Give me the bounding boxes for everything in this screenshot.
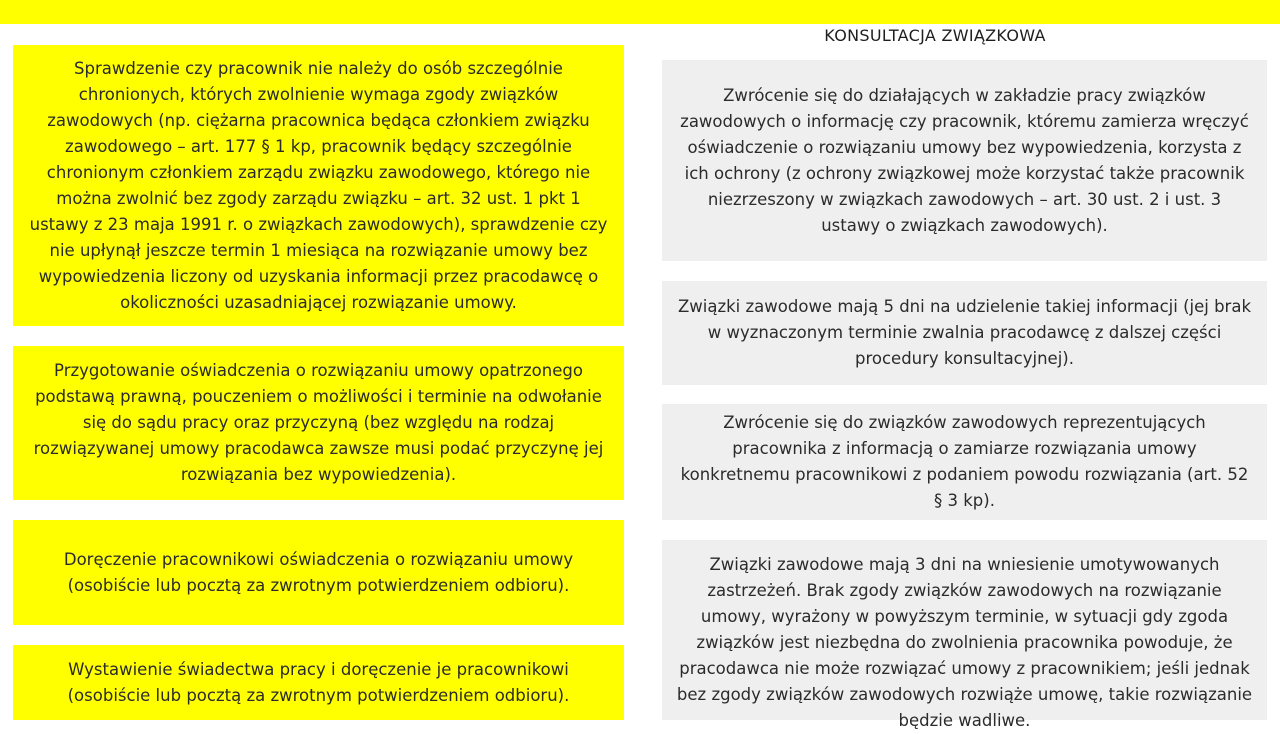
step-text: Przygotowanie oświadczenia o rozwiązaniu umowy opatrzonego podstawą prawną, pouczeniem o możliwości i terminie na odwołanie się do sądu pracy oraz przyczyną (bez względu na rodzaj rozwiązywanej umowy pracodawca zawsze musi podać przyczynę jej rozwiązania bez wypowiedzenia). — [33, 361, 604, 484]
step-text: Wystawienie świadectwa pracy i doręczenie je pracownikowi (osobiście lub pocztą za zwrotnym potwierdzeniem odbioru). — [67, 660, 570, 705]
step-box-deliver-statement — [13, 520, 624, 625]
consultation-text: Związki zawodowe mają 5 dni na udzielenie takiej informacji (jej brak w wyznaczonym terminie zwalnia pracodawcę z dalszej części procedury konsultacyjnej). — [677, 297, 1252, 368]
top-yellow-band — [0, 0, 1280, 24]
consultation-heading: KONSULTACJA ZWIĄZKOWA — [824, 26, 1046, 45]
step-box-issue-certificate — [13, 645, 624, 720]
step-text: Sprawdzenie czy pracownik nie należy do osób szczególnie chronionych, których zwolnienie wymaga zgody związków zawodowych (np. ciężarna pracownica będąca członkiem związku zawodowego – art. 177 § 1 kp, pracownik będący szczególnie chronionym członkiem zarządu związku zawodowego, którego nie można zwolnić bez zgody zarządu związku – art. 32 ust. 1 pkt 1 ustawy z 23 maja 1991 r. o związkach zawodowych), sprawdzenie czy nie upłynął jeszcze termin 1 miesiąca na rozwiązanie umowy bez wypowiedzenia liczony od uzyskania informacji przez pracodawcę o okoliczności uzasadniającej rozwiązanie umowy. — [29, 58, 608, 312]
consultation-text: Związki zawodowe mają 3 dni na wniesienie umotywowanych zastrzeżeń. Brak zgody związków zawodowych na rozwiązanie umowy, wyrażony w powyższym terminie, w sytuacji gdy zgoda związków jest niezbędna do zwolnienia pracownika powoduje, że pracodawca nie może rozwiązać umowy z pracownikiem; jeśli jednak bez zgody związków zawodowych rozwiąże umowę, takie rozwiązanie będzie wadliwe. — [676, 555, 1253, 730]
consultation-box-notify-union — [662, 404, 1267, 520]
step-box-check-protection — [13, 45, 624, 326]
consultation-text: Zwrócenie się do działających w zakładzie pracy związków zawodowych o informację czy pracownik, któremu zamierza wręczyć oświadczenie o rozwiązaniu umowy bez wypowiedzenia, korzysta z ich ochrony (z ochrony związkowej może korzystać także pracownik niezrzeszony w związkach zawodowych – art. 30 ust. 2 i ust. 3 ustawy o związkach zawodowych). — [680, 85, 1249, 235]
consultation-box-3-days — [662, 540, 1267, 730]
consultation-text: Zwrócenie się do związków zawodowych reprezentujących pracownika z informacją o zamiarze rozwiązania umowy konkretnemu pracownikowi z podaniem powodu rozwiązania (art. 52 § 3 kp). — [680, 413, 1249, 510]
step-box-prepare-statement — [13, 346, 624, 500]
consultation-box-request-info — [662, 60, 1267, 261]
consultation-box-5-days — [662, 281, 1267, 385]
step-text: Doręczenie pracownikowi oświadczenia o rozwiązaniu umowy (osobiście lub pocztą za zwrotnym potwierdzeniem odbioru). — [63, 549, 574, 595]
